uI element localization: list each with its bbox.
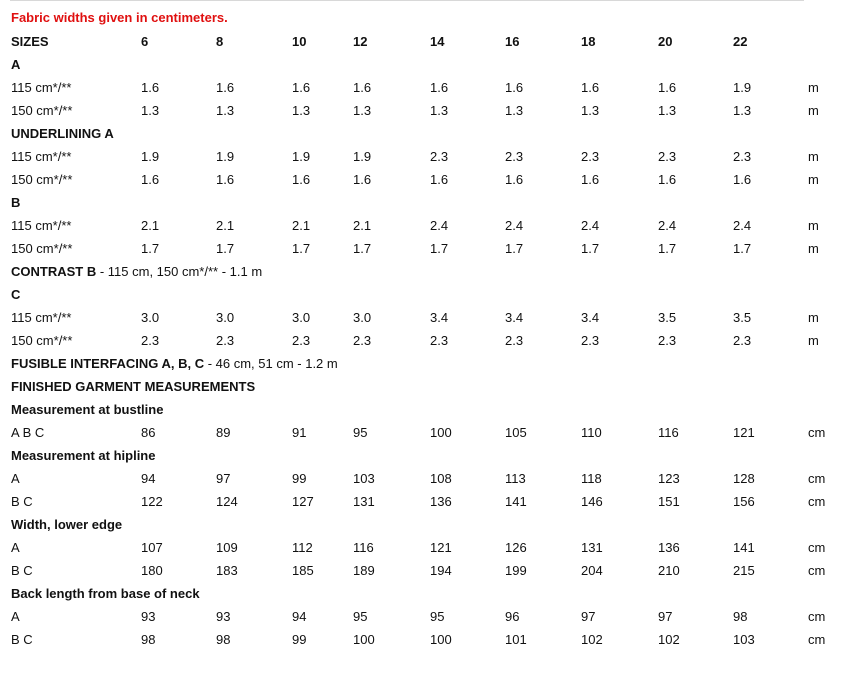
row-label: 150 cm*/** [11, 241, 73, 256]
value-cell: 1.9 [292, 149, 311, 164]
value-cell: 3.5 [733, 310, 752, 325]
section-heading: C [11, 287, 21, 302]
value-cell: 1.6 [581, 80, 600, 95]
section-heading-row [11, 444, 828, 467]
value-cell: 2.3 [658, 149, 677, 164]
value-cell: 2.3 [505, 149, 524, 164]
row-label: 115 cm*/** [11, 218, 72, 233]
value-cell: 3.4 [505, 310, 524, 325]
section-heading: Measurement at hipline [11, 448, 156, 463]
value-cell: 99 [292, 632, 307, 647]
value-cell: 109 [216, 540, 238, 555]
value-cell: 2.4 [733, 218, 752, 233]
size-header: 14 [430, 34, 445, 49]
section-heading: B [11, 195, 21, 210]
value-cell: 1.6 [430, 80, 449, 95]
section-heading-row [11, 260, 828, 283]
value-cell: 2.3 [430, 149, 449, 164]
row-label: B C [11, 494, 33, 509]
value-cell: 2.3 [733, 149, 752, 164]
value-cell: 89 [216, 425, 231, 440]
unit-cell: m [808, 333, 819, 348]
size-header: 8 [216, 34, 224, 49]
section-heading: Measurement at bustline [11, 402, 164, 417]
value-cell: 94 [141, 471, 156, 486]
value-cell: 1.6 [658, 172, 677, 187]
value-cell: 122 [141, 494, 163, 509]
value-cell: 2.3 [353, 333, 372, 348]
value-cell: 1.9 [216, 149, 235, 164]
value-cell: 98 [216, 632, 231, 647]
value-cell: 2.1 [292, 218, 311, 233]
size-header: 18 [581, 34, 596, 49]
value-cell: 95 [353, 609, 368, 624]
size-header: 12 [353, 34, 368, 49]
table-row [11, 145, 828, 168]
value-cell: 97 [581, 609, 596, 624]
value-cell: 94 [292, 609, 307, 624]
value-cell: 100 [353, 632, 375, 647]
value-cell: 131 [581, 540, 603, 555]
table-row [11, 76, 828, 99]
row-label: B C [11, 632, 33, 647]
table-row [11, 490, 828, 513]
value-cell: 97 [216, 471, 231, 486]
value-cell: 1.7 [733, 241, 752, 256]
value-cell: 1.3 [658, 103, 677, 118]
row-label: 115 cm*/** [11, 149, 72, 164]
unit-cell: m [808, 241, 819, 256]
value-cell: 1.3 [505, 103, 524, 118]
value-cell: 146 [581, 494, 603, 509]
value-cell: 1.6 [353, 80, 372, 95]
value-cell: 127 [292, 494, 314, 509]
value-cell: 98 [141, 632, 156, 647]
value-cell: 124 [216, 494, 238, 509]
value-cell: 1.3 [292, 103, 311, 118]
unit-cell: m [808, 80, 819, 95]
value-cell: 204 [581, 563, 603, 578]
row-label: 150 cm*/** [11, 103, 73, 118]
table-row [11, 421, 828, 444]
section-heading-row [11, 398, 828, 421]
size-header: 20 [658, 34, 673, 49]
section-heading: Width, lower edge [11, 517, 123, 532]
value-cell: 1.9 [733, 80, 752, 95]
value-cell: 103 [353, 471, 375, 486]
value-cell: 1.3 [581, 103, 600, 118]
section-heading: CONTRAST B [11, 264, 97, 279]
row-label: A [11, 540, 20, 555]
section-heading-row [11, 352, 828, 375]
value-cell: 1.7 [353, 241, 372, 256]
table-row [11, 467, 828, 490]
value-cell: 1.6 [353, 172, 372, 187]
value-cell: 116 [353, 540, 374, 555]
table-row [11, 628, 828, 651]
value-cell: 1.7 [141, 241, 160, 256]
value-cell: 1.6 [141, 80, 160, 95]
section-heading-row [11, 375, 828, 398]
row-label: 115 cm*/** [11, 310, 72, 325]
value-cell: 1.3 [216, 103, 235, 118]
sizes-header-row [11, 30, 828, 53]
value-cell: 3.0 [353, 310, 372, 325]
unit-cell: m [808, 218, 819, 233]
size-header: 16 [505, 34, 520, 49]
value-cell: 95 [430, 609, 445, 624]
value-cell: 95 [353, 425, 368, 440]
value-cell: 156 [733, 494, 755, 509]
value-cell: 2.3 [505, 333, 524, 348]
top-divider [10, 0, 804, 1]
value-cell: 102 [581, 632, 603, 647]
value-cell: 86 [141, 425, 156, 440]
section-heading-row [11, 283, 828, 306]
value-cell: 3.4 [430, 310, 449, 325]
unit-cell: m [808, 103, 819, 118]
value-cell: 2.1 [353, 218, 372, 233]
section-heading: FINISHED GARMENT MEASUREMENTS [11, 379, 256, 394]
table-row [11, 329, 828, 352]
value-cell: 189 [353, 563, 375, 578]
value-cell: 1.6 [505, 80, 524, 95]
value-cell: 2.3 [581, 149, 600, 164]
value-cell: 3.4 [581, 310, 600, 325]
value-cell: 116 [658, 425, 679, 440]
table-row [11, 306, 828, 329]
section-heading-row [11, 191, 828, 214]
value-cell: 2.3 [292, 333, 311, 348]
unit-cell: m [808, 172, 819, 187]
value-cell: 2.1 [216, 218, 235, 233]
value-cell: 1.7 [658, 241, 677, 256]
value-cell: 1.7 [430, 241, 449, 256]
value-cell: 3.5 [658, 310, 677, 325]
section-heading-row [11, 53, 828, 76]
value-cell: 141 [505, 494, 527, 509]
value-cell: 93 [141, 609, 156, 624]
value-cell: 1.7 [216, 241, 235, 256]
table-row [11, 168, 828, 191]
value-cell: 183 [216, 563, 238, 578]
value-cell: 1.7 [292, 241, 311, 256]
value-cell: 141 [733, 540, 755, 555]
value-cell: 1.6 [581, 172, 600, 187]
value-cell: 128 [733, 471, 755, 486]
unit-cell: m [808, 310, 819, 325]
value-cell: 121 [430, 540, 452, 555]
value-cell: 107 [141, 540, 163, 555]
unit-cell: cm [808, 540, 826, 555]
value-cell: 100 [430, 632, 452, 647]
size-header: 10 [292, 34, 307, 49]
value-cell: 121 [733, 425, 755, 440]
section-heading: Back length from base of neck [11, 586, 200, 601]
table-row [11, 214, 828, 237]
value-cell: 1.3 [353, 103, 372, 118]
value-cell: 93 [216, 609, 231, 624]
unit-cell: m [808, 149, 819, 164]
value-cell: 2.3 [430, 333, 449, 348]
table-row [11, 99, 828, 122]
section-heading-row [11, 122, 828, 145]
value-cell: 2.3 [658, 333, 677, 348]
value-cell: 2.1 [141, 218, 160, 233]
value-cell: 215 [733, 563, 755, 578]
row-label: 150 cm*/** [11, 172, 73, 187]
value-cell: 3.0 [216, 310, 235, 325]
value-cell: 1.6 [292, 172, 311, 187]
section-heading-row [11, 582, 828, 605]
value-cell: 100 [430, 425, 452, 440]
value-cell: 96 [505, 609, 520, 624]
fabric-width-note: Fabric widths given in centimeters. [11, 10, 228, 25]
size-header: 6 [141, 34, 149, 49]
value-cell: 185 [292, 563, 314, 578]
value-cell: 108 [430, 471, 452, 486]
unit-cell: cm [808, 425, 826, 440]
value-cell: 91 [292, 425, 307, 440]
value-cell: 180 [141, 563, 163, 578]
value-cell: 1.6 [430, 172, 449, 187]
value-cell: 1.6 [216, 172, 235, 187]
value-cell: 1.9 [141, 149, 160, 164]
row-label: A [11, 609, 20, 624]
unit-cell: cm [808, 632, 826, 647]
value-cell: 136 [430, 494, 452, 509]
value-cell: 1.3 [430, 103, 449, 118]
row-label: A [11, 471, 20, 486]
value-cell: 2.3 [216, 333, 235, 348]
table-row [11, 237, 828, 260]
value-cell: 102 [658, 632, 680, 647]
size-chart-body [11, 53, 828, 651]
value-cell: 1.7 [581, 241, 600, 256]
value-cell: 1.6 [658, 80, 677, 95]
value-cell: 1.6 [292, 80, 311, 95]
value-cell: 1.3 [141, 103, 160, 118]
pattern-size-chart [11, 30, 828, 651]
unit-cell: cm [808, 471, 826, 486]
value-cell: 199 [505, 563, 527, 578]
section-heading: FUSIBLE INTERFACING A, B, C [11, 356, 205, 371]
value-cell: 2.4 [658, 218, 677, 233]
size-header: 22 [733, 34, 748, 49]
value-cell: 98 [733, 609, 748, 624]
value-cell: 131 [353, 494, 375, 509]
section-yardage: - 115 cm, 150 cm*/** - 1.1 m [96, 264, 263, 279]
value-cell: 136 [658, 540, 680, 555]
value-cell: 118 [581, 471, 602, 486]
value-cell: 1.6 [733, 172, 752, 187]
section-heading-row [11, 513, 828, 536]
value-cell: 2.3 [733, 333, 752, 348]
value-cell: 105 [505, 425, 527, 440]
unit-cell: cm [808, 494, 826, 509]
value-cell: 2.4 [430, 218, 449, 233]
table-row [11, 536, 828, 559]
unit-cell: cm [808, 609, 826, 624]
row-label: 115 cm*/** [11, 80, 72, 95]
value-cell: 1.6 [216, 80, 235, 95]
value-cell: 2.3 [141, 333, 160, 348]
section-heading: A [11, 57, 21, 72]
value-cell: 101 [505, 632, 527, 647]
value-cell: 2.4 [581, 218, 600, 233]
value-cell: 103 [733, 632, 755, 647]
table-row [11, 605, 828, 628]
unit-cell: cm [808, 563, 826, 578]
value-cell: 113 [505, 471, 526, 486]
section-heading: UNDERLINING A [11, 126, 114, 141]
value-cell: 123 [658, 471, 680, 486]
value-cell: 110 [581, 425, 602, 440]
value-cell: 194 [430, 563, 452, 578]
value-cell: 1.7 [505, 241, 524, 256]
row-label: 150 cm*/** [11, 333, 73, 348]
value-cell: 1.3 [733, 103, 752, 118]
value-cell: 3.0 [292, 310, 311, 325]
value-cell: 2.4 [505, 218, 524, 233]
value-cell: 2.3 [581, 333, 600, 348]
value-cell: 151 [658, 494, 680, 509]
row-label: A B C [11, 425, 45, 440]
value-cell: 97 [658, 609, 673, 624]
value-cell: 112 [292, 540, 313, 555]
value-cell: 99 [292, 471, 307, 486]
sizes-header-label: SIZES [11, 34, 49, 49]
value-cell: 1.6 [141, 172, 160, 187]
value-cell: 126 [505, 540, 527, 555]
value-cell: 3.0 [141, 310, 160, 325]
value-cell: 210 [658, 563, 680, 578]
table-row [11, 559, 828, 582]
value-cell: 1.9 [353, 149, 372, 164]
section-yardage: - 46 cm, 51 cm - 1.2 m [204, 356, 338, 371]
row-label: B C [11, 563, 33, 578]
value-cell: 1.6 [505, 172, 524, 187]
